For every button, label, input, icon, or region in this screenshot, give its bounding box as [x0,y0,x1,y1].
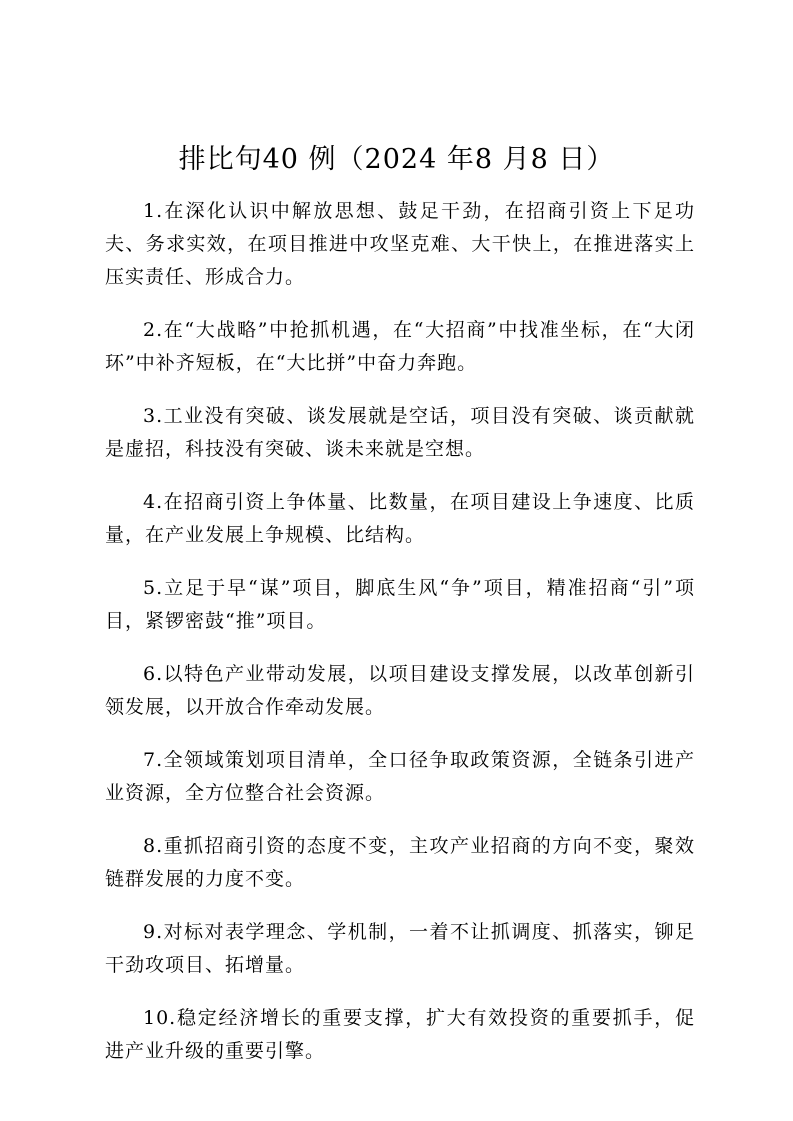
list-item: 7.全领域策划项目清单，全口径争取政策资源，全链条引进产业资源，全方位整合社会资源。 [105,749,695,804]
list-item: 4.在招商引资上争体量、比数量，在项目建设上争速度、比质量，在产业发展上争规模、比结构。 [105,491,695,546]
item-list [105,195,695,1088]
list-item: 3.工业没有突破、谈发展就是空话，项目没有突破、谈贡献就是虚招，科技没有突破、谈未来就是空想。 [105,405,695,460]
list-item: 1.在深化认识中解放思想、鼓足干劲，在招商引资上下足功夫、务求实效，在项目推进中攻坚克难、大干快上，在推进落实上压实责任、形成合力。 [105,200,695,288]
document-title: 排比句40 例（2024 年8 月8 日） [178,144,615,175]
list-item: 2.在“大战略”中抢抓机遇，在“大招商”中找准坐标，在“大闭环”中补齐短板，在“大比拼”中奋力奔跑。 [105,319,695,374]
list-item: 6.以特色产业带动发展，以项目建设支撑发展，以改革创新引领发展，以开放合作牵动发展。 [105,663,695,718]
list-item: 5.立足于早“谋”项目，脚底生风“争”项目，精准招商“引”项目，紧锣密鼓“推”项目。 [105,577,695,632]
list-item: 9.对标对表学理念、学机制，一着不让抓调度、抓落实，铆足干劲攻项目、拓增量。 [105,921,695,976]
list-item: 8.重抓招商引资的态度不变，主攻产业招商的方向不变，聚效链群发展的力度不变。 [105,835,695,890]
list-item: 10.稳定经济增长的重要支撑，扩大有效投资的重要抓手，促进产业升级的重要引擎。 [105,1007,695,1062]
